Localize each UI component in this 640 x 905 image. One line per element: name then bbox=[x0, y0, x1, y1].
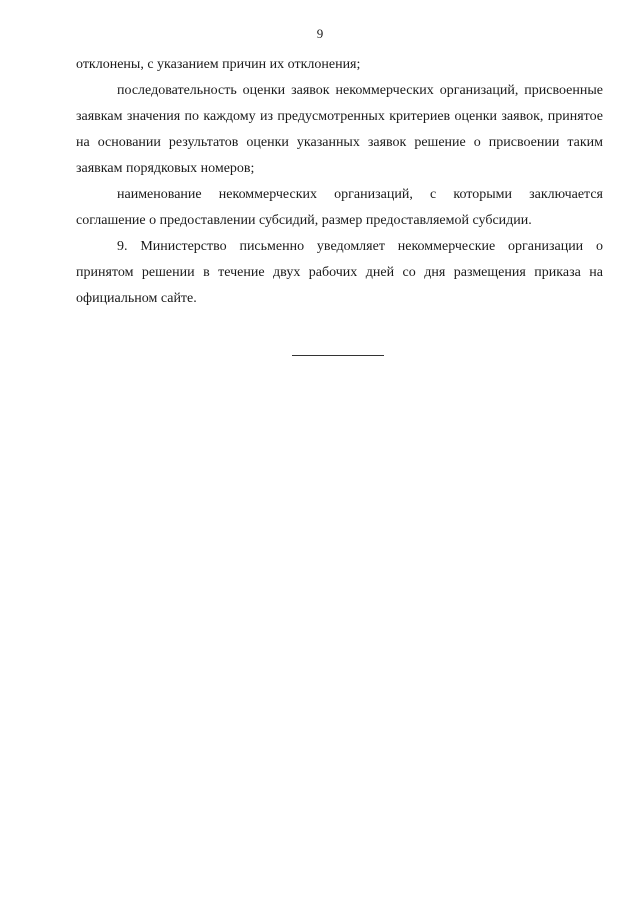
paragraph-organizations-list: наименование некоммерческих организаций, с которыми заключается соглашение о предоставлении субсидий, размер предоставляемой субсидии. bbox=[76, 187, 603, 228]
page-number: 9 bbox=[316, 26, 324, 41]
paragraph-evaluation-sequence: последовательность оценки заявок некоммерческих организаций, присвоенные заявкам значения по каждому из предусмотренных критериев оценки заявок, принятое на основании результатов оценки указанных заявок решение о присвоении таким заявкам порядковых номеров; bbox=[76, 83, 603, 176]
paragraph-rejected-continuation: отклонены, с указанием причин их отклонения; bbox=[76, 57, 361, 72]
document-body bbox=[76, 52, 603, 312]
paragraph-ministry-notification: 9. Министерство письменно уведомляет некоммерческие организации о принятом решении в течение двух рабочих дней со дня размещения приказа на официальном сайте. bbox=[76, 239, 603, 306]
end-of-document-line bbox=[292, 355, 384, 356]
